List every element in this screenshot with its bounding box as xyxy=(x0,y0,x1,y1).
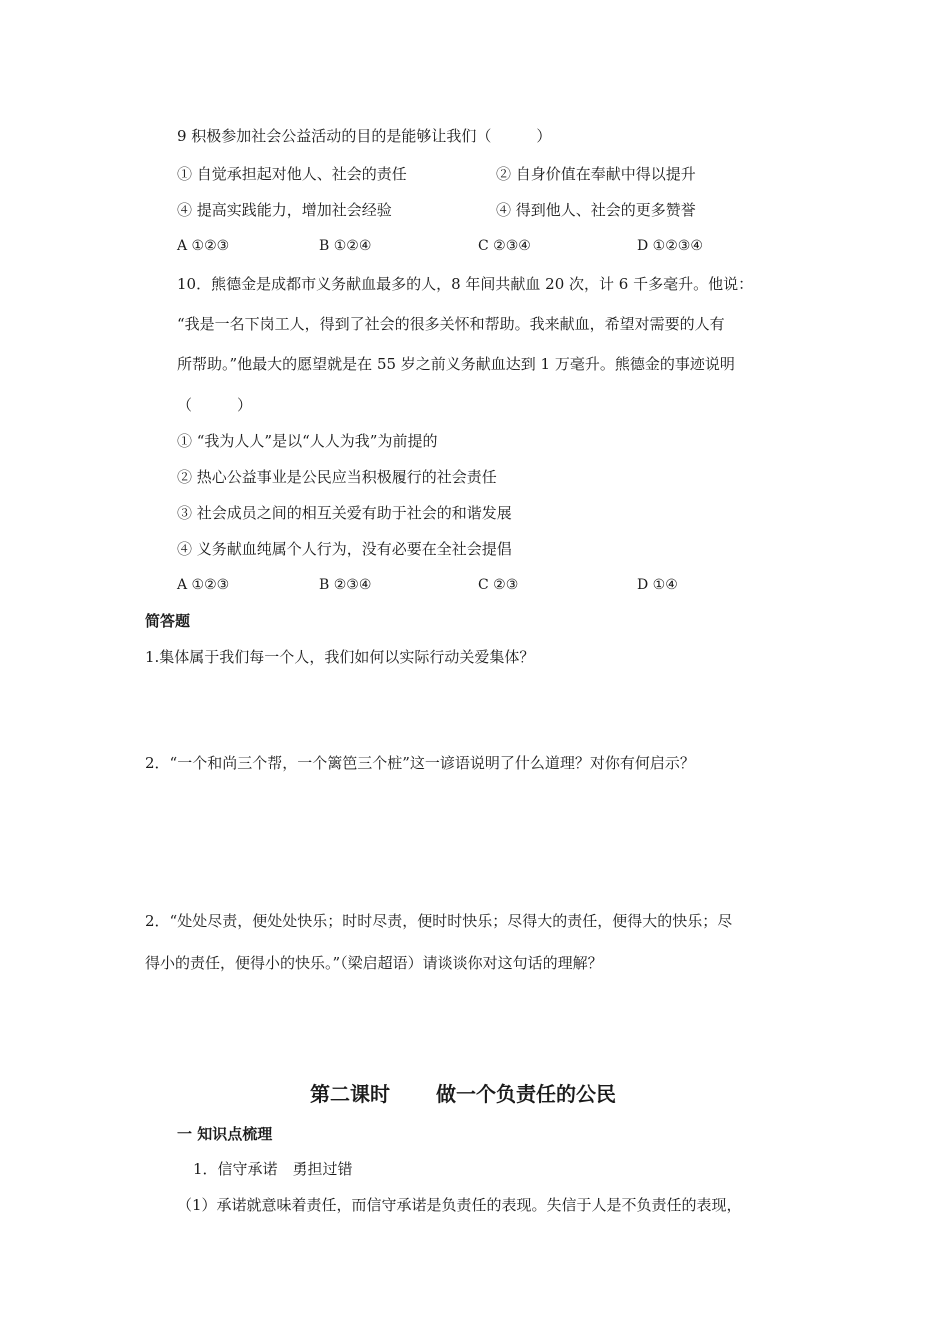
q10-option-d: D ①④ xyxy=(637,577,678,593)
knowledge-section-heading: 一 知识点梳理 xyxy=(177,1125,273,1143)
lesson-title-part-2: 做一个负责任的公民 xyxy=(436,1082,616,1106)
q9-option-c: C ②③④ xyxy=(478,238,531,254)
q9-option-d: D ①②③④ xyxy=(637,238,703,254)
q9-item-1: ① 自觉承担起对他人、社会的责任 xyxy=(177,165,407,183)
q10-stem-line-2: “我是一名下岗工人，得到了社会的很多关怀和帮助。我来献血，希望对需要的人有 xyxy=(177,315,725,333)
lesson-title-part-1: 第二课时 xyxy=(310,1082,390,1106)
q9-option-b: B ①②④ xyxy=(319,238,372,254)
lesson-title xyxy=(310,1081,616,1107)
q9-item-4: ④ 得到他人、社会的更多赞誉 xyxy=(496,201,696,219)
q9-item-3: ④ 提高实践能力，增加社会经验 xyxy=(177,201,392,219)
short-answer-q2: 2．“一个和尚三个帮，一个篱笆三个桩”这一谚语说明了什么道理？对你有何启示？ xyxy=(145,754,695,772)
q10-stem-line-3: 所帮助。”他最大的愿望就是在 55 岁之前义务献血达到 1 万毫升。熊德金的事迹说明 xyxy=(177,355,735,373)
short-answer-heading: 简答题 xyxy=(145,612,191,630)
q10-option-c: C ②③ xyxy=(478,577,519,593)
knowledge-point-1: 1．信守承诺 勇担过错 xyxy=(193,1160,353,1178)
short-answer-q1: 1.集体属于我们每一个人，我们如何以实际行动关爱集体？ xyxy=(145,648,535,666)
q10-item-4: ④ 义务献血纯属个人行为，没有必要在全社会提倡 xyxy=(177,540,512,558)
q10-item-3: ③ 社会成员之间的相互关爱有助于社会的和谐发展 xyxy=(177,504,512,522)
q10-stem-line-4: （ ） xyxy=(177,396,253,414)
q9-item-2: ② 自身价值在奉献中得以提升 xyxy=(496,165,696,183)
q9-option-a: A ①②③ xyxy=(177,238,230,254)
q10-option-a: A ①②③ xyxy=(177,577,230,593)
short-answer-q3-line-1: 2．“处处尽责，便处处快乐；时时尽责，便时时快乐；尽得大的责任，便得大的快乐；尽 xyxy=(145,912,733,930)
q10-option-b: B ②③④ xyxy=(319,577,372,593)
q10-stem-line-1: 10．熊德金是成都市义务献血最多的人，8 年间共献血 20 次，计 6 千多毫升。他说： xyxy=(177,275,754,293)
knowledge-point-1-1: （1）承诺就意味着责任，而信守承诺是负责任的表现。失信于人是不负责任的表现， xyxy=(177,1196,742,1214)
q10-item-1: ① “我为人人”是以“人人为我”为前提的 xyxy=(177,432,438,450)
q10-item-2: ② 热心公益事业是公民应当积极履行的社会责任 xyxy=(177,468,497,486)
q9-stem: 9 积极参加社会公益活动的目的是能够让我们（ ） xyxy=(177,127,552,145)
short-answer-q3-line-2: 得小的责任，便得小的快乐。”（梁启超语）请谈谈你对这句话的理解？ xyxy=(145,954,603,972)
